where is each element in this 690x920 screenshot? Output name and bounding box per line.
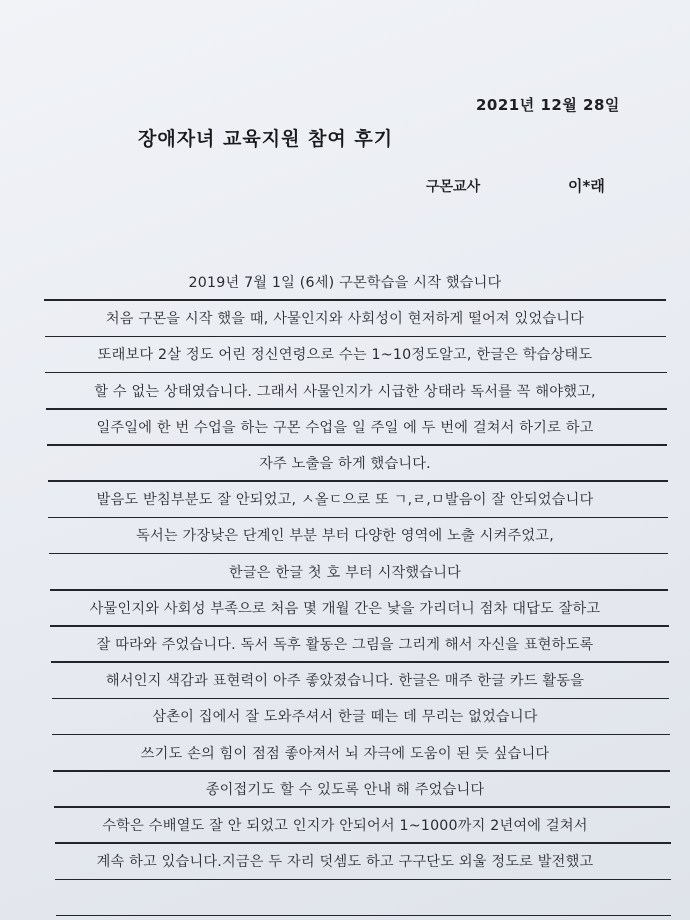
- line-text: 독서는 가장낮은 단계인 부분 부터 다양한 영역에 노출 시켜주었고,: [136, 528, 554, 545]
- underline-rule: [52, 698, 670, 700]
- underline-rule: [48, 517, 668, 519]
- underline-rule: [55, 842, 671, 844]
- line-text: 삼촌이 집에서 잘 도와주셔서 한글 떼는 데 무리는 없었습니다: [152, 709, 538, 726]
- line-text: 종이접기도 할 수 있도록 안내 해 주었습니다: [205, 781, 485, 798]
- text-line: [0, 774, 690, 808]
- text-line: [0, 484, 690, 518]
- document-date: 2021년 12월 28일: [476, 96, 620, 114]
- underline-rule: [45, 336, 667, 338]
- line-text: 2019년 7월 1일 (6세) 구몬학습을 시작 했습니다: [188, 275, 502, 291]
- text-line: [0, 520, 690, 554]
- underline-rule: [55, 879, 671, 881]
- underline-rule: [52, 734, 669, 736]
- text-line: [0, 882, 690, 916]
- author-name: 이*래: [568, 177, 605, 195]
- text-line: [0, 557, 690, 591]
- text-line: [0, 810, 690, 844]
- line-text: 잘 따라와 주었습니다. 독서 독후 활동은 그림을 그리게 해서 자신을 표현하도록: [96, 637, 594, 653]
- text-line: [0, 412, 690, 446]
- underline-rule: [51, 661, 669, 663]
- line-text: 발음도 받침부분도 잘 안되었고, ㅅ올ㄷ으로 또 ㄱ,ㄹ,ㅁ발음이 잘 안되었습니다: [96, 492, 594, 509]
- underline-rule: [47, 444, 667, 446]
- text-line: [0, 593, 690, 627]
- underline-rule: [46, 408, 667, 410]
- underline-rule: [50, 625, 668, 627]
- text-line: [0, 448, 690, 482]
- text-line: [0, 339, 690, 373]
- author-role: 구몬교사: [426, 179, 481, 195]
- underline-rule: [53, 770, 670, 772]
- text-line: [0, 629, 690, 663]
- text-line: [0, 376, 690, 410]
- line-text: 한글은 한글 첫 호 부터 시작했습니다: [228, 564, 462, 581]
- underline-rule: [54, 806, 670, 808]
- text-line: [0, 701, 690, 735]
- document-title: 장애자녀 교육지원 참여 후기: [138, 128, 394, 150]
- underline-rule: [56, 915, 671, 917]
- line-text: 처음 구몬을 시작 했을 때, 사물인지와 사회성이 현저하게 떨어져 있었습니다: [105, 311, 585, 328]
- text-line: [0, 738, 690, 772]
- line-text: 계속 하고 있습니다.지금은 두 자리 덧셈도 하고 구구단도 외울 정도로 발전했고: [96, 854, 594, 871]
- line-text: 또래보다 2살 정도 어린 정신연령으로 수는 1~10정도알고, 한글은 학습상태도: [97, 347, 593, 364]
- underline-rule: [45, 372, 666, 374]
- text-line: [0, 665, 690, 699]
- line-text: 할 수 없는 상태였습니다. 그래서 사물인지가 시급한 상태라 독서를 꼭 해야했고,: [94, 383, 596, 400]
- text-line: [0, 303, 690, 337]
- underline-rule: [48, 480, 668, 482]
- line-text: 해서인지 색감과 표현력이 아주 좋았졌습니다. 한글은 매주 한글 카드 활동을: [105, 673, 585, 690]
- underline-rule: [49, 553, 668, 555]
- underline-rule: [50, 589, 669, 591]
- line-text: 사물인지와 사회성 부족으로 처음 몇 개월 간은 낯을 가리더니 점차 대답도 잘하고: [89, 600, 601, 617]
- underline-rule: [44, 299, 666, 301]
- text-line: [0, 267, 690, 301]
- line-text: 자주 노출을 하게 했습니다.: [259, 456, 431, 472]
- line-text: 쓰기도 손의 힘이 점점 좋아져서 뇌 자극에 도움이 된 듯 싶습니다: [140, 745, 550, 762]
- line-text: 수학은 수배열도 잘 안 되었고 인지가 안되어서 1~1000까지 2년여에 걸쳐서: [102, 818, 588, 834]
- text-line: [0, 846, 690, 880]
- line-text: 일주일에 한 번 수업을 하는 구몬 수업을 일 주일 에 두 번에 걸쳐서 하기로 하고: [96, 419, 594, 436]
